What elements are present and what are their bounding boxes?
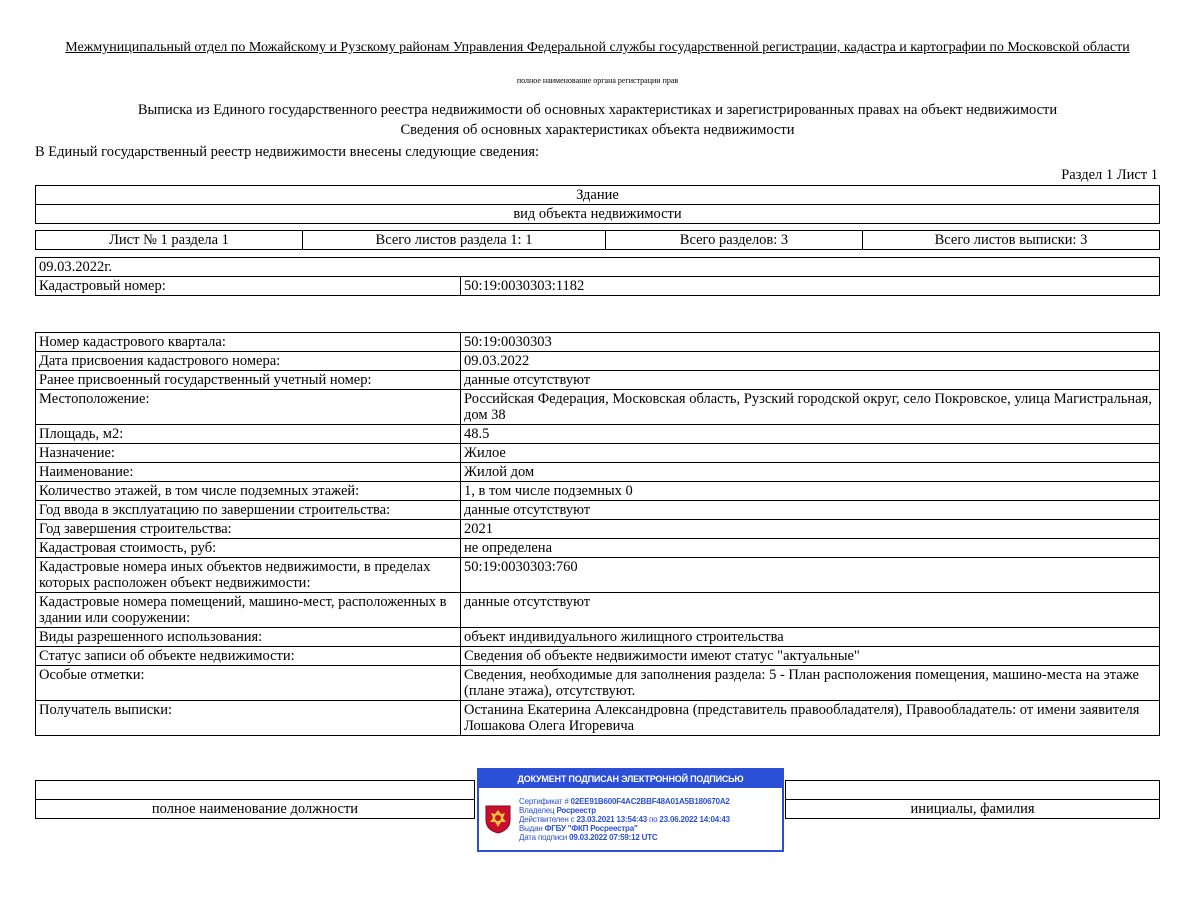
characteristic-row (36, 520, 1160, 539)
section-label: Раздел 1 Лист 1 (1061, 167, 1158, 183)
characteristic-label: Получатель выписки: (36, 701, 461, 736)
object-type-table (35, 185, 1160, 224)
cadastral-number-table (35, 257, 1160, 296)
owner-value: Росреестр (556, 806, 596, 815)
characteristic-row (36, 558, 1160, 593)
characteristic-value: Сведения об объекте недвижимости имеют статус "актуальные" (461, 647, 1160, 666)
characteristic-value: Сведения, необходимые для заполнения раздела: 5 - План расположения помещения, машино-места на этаже (плане этажа), отсутствуют. (461, 666, 1160, 701)
characteristic-value: данные отсутствуют (461, 501, 1160, 520)
valid-to-label: по (649, 815, 658, 824)
document-title (30, 100, 1165, 140)
object-type: Здание (36, 186, 1160, 205)
issued-value: ФГБУ "ФКП Росреестра" (544, 824, 638, 833)
characteristic-label: Количество этажей, в том числе подземных этажей: (36, 482, 461, 501)
characteristic-value: данные отсутствуют (461, 371, 1160, 390)
total-sheets-section: Всего листов раздела 1: 1 (303, 231, 606, 250)
owner-label: Владелец (519, 806, 555, 815)
stamp-heading: ДОКУМЕНТ ПОДПИСАН ЭЛЕКТРОННОЙ ПОДПИСЬЮ (479, 770, 782, 788)
object-type-caption: вид объекта недвижимости (36, 205, 1160, 224)
characteristic-label: Кадастровые номера помещений, машино-мест, расположенных в здании или сооружении: (36, 593, 461, 628)
characteristic-label: Особые отметки: (36, 666, 461, 701)
valid-to: 23.06.2022 14:04:43 (659, 815, 730, 824)
characteristic-label: Год ввода в эксплуатацию по завершении строительства: (36, 501, 461, 520)
characteristic-value: не определена (461, 539, 1160, 558)
characteristic-value: Жилой дом (461, 463, 1160, 482)
registrar-organization: Межмуниципальный отдел по Можайскому и Рузскому районам Управления Федеральной службы государственной регистрации, кадастра и картографии по Московской области (65, 40, 1130, 55)
total-sheets: Всего листов выписки: 3 (863, 231, 1160, 250)
cadastral-number-label: Кадастровый номер: (36, 277, 461, 296)
title-line-2: Сведения об основных характеристиках объекта недвижимости (400, 122, 795, 138)
sheets-table (35, 230, 1160, 250)
characteristic-value: Жилое (461, 444, 1160, 463)
stamp-details (519, 797, 730, 842)
position-caption: полное наименование должности (36, 800, 475, 819)
cadastral-number-value: 50:19:0030303:1182 (461, 277, 1160, 296)
valid-label: Действителен с (519, 815, 575, 824)
date-label: Дата подписи (519, 833, 568, 842)
characteristic-row (36, 647, 1160, 666)
characteristic-label: Площадь, м2: (36, 425, 461, 444)
valid-from: 23.03.2021 13:54:43 (576, 815, 647, 824)
characteristic-row (36, 463, 1160, 482)
characteristic-label: Кадастровая стоимость, руб: (36, 539, 461, 558)
characteristic-row (36, 593, 1160, 628)
characteristic-row (36, 701, 1160, 736)
characteristic-label: Статус записи об объекте недвижимости: (36, 647, 461, 666)
characteristic-label: Назначение: (36, 444, 461, 463)
extract-date: 09.03.2022г. (36, 258, 1160, 277)
coat-of-arms-icon (484, 804, 512, 834)
characteristic-value: Российская Федерация, Московская область, Рузский городской округ, село Покровское, улица Магистральная, дом 38 (461, 390, 1160, 425)
registrar-organization-caption: полное наименование органа регистрации прав (516, 76, 679, 85)
characteristic-row (36, 501, 1160, 520)
characteristic-value: 50:19:0030303:760 (461, 558, 1160, 593)
characteristic-row (36, 425, 1160, 444)
characteristic-row (36, 628, 1160, 647)
characteristic-value: 09.03.2022 (461, 352, 1160, 371)
issued-label: Выдан (519, 824, 543, 833)
characteristic-label: Дата присвоения кадастрового номера: (36, 352, 461, 371)
title-line-1: Выписка из Единого государственного реестра недвижимости об основных характеристиках и зарегистрированных правах на объект недвижимости (137, 102, 1058, 118)
date-value: 09.03.2022 07:59:12 UTC (569, 833, 658, 842)
cert-label: Сертификат # (519, 797, 569, 806)
characteristic-value: 50:19:0030303 (461, 333, 1160, 352)
characteristic-row (36, 352, 1160, 371)
name-field (786, 781, 1160, 800)
electronic-signature-stamp (477, 768, 784, 852)
characteristic-value: объект индивидуального жилищного строительства (461, 628, 1160, 647)
characteristic-value: Останина Екатерина Александровна (представитель правообладателя), Правообладатель: от имени заявителя Лошакова Олега Игоревича (461, 701, 1160, 736)
characteristic-value: данные отсутствуют (461, 593, 1160, 628)
characteristic-row (36, 666, 1160, 701)
intro-text: В Единый государственный реестр недвижимости внесены следующие сведения: (35, 144, 540, 160)
total-sections: Всего разделов: 3 (606, 231, 863, 250)
characteristic-row (36, 539, 1160, 558)
characteristic-value: 1, в том числе подземных 0 (461, 482, 1160, 501)
characteristic-row (36, 444, 1160, 463)
name-caption: инициалы, фамилия (786, 800, 1160, 819)
characteristic-value: 48.5 (461, 425, 1160, 444)
characteristic-label: Ранее присвоенный государственный учетный номер: (36, 371, 461, 390)
characteristic-row (36, 482, 1160, 501)
characteristic-label: Номер кадастрового квартала: (36, 333, 461, 352)
cert-value: 02EE91B600F4AC2BBF48A01A5B180670A2 (570, 797, 730, 806)
characteristic-row (36, 333, 1160, 352)
characteristic-label: Местоположение: (36, 390, 461, 425)
characteristic-label: Кадастровые номера иных объектов недвижимости, в пределах которых расположен объект недвижимости: (36, 558, 461, 593)
characteristic-row (36, 371, 1160, 390)
characteristics-table (35, 332, 1160, 736)
characteristic-value: 2021 (461, 520, 1160, 539)
characteristic-row (36, 390, 1160, 425)
characteristic-label: Виды разрешенного использования: (36, 628, 461, 647)
characteristic-label: Год завершения строительства: (36, 520, 461, 539)
characteristic-label: Наименование: (36, 463, 461, 482)
position-field (36, 781, 475, 800)
sheet-number: Лист № 1 раздела 1 (36, 231, 303, 250)
